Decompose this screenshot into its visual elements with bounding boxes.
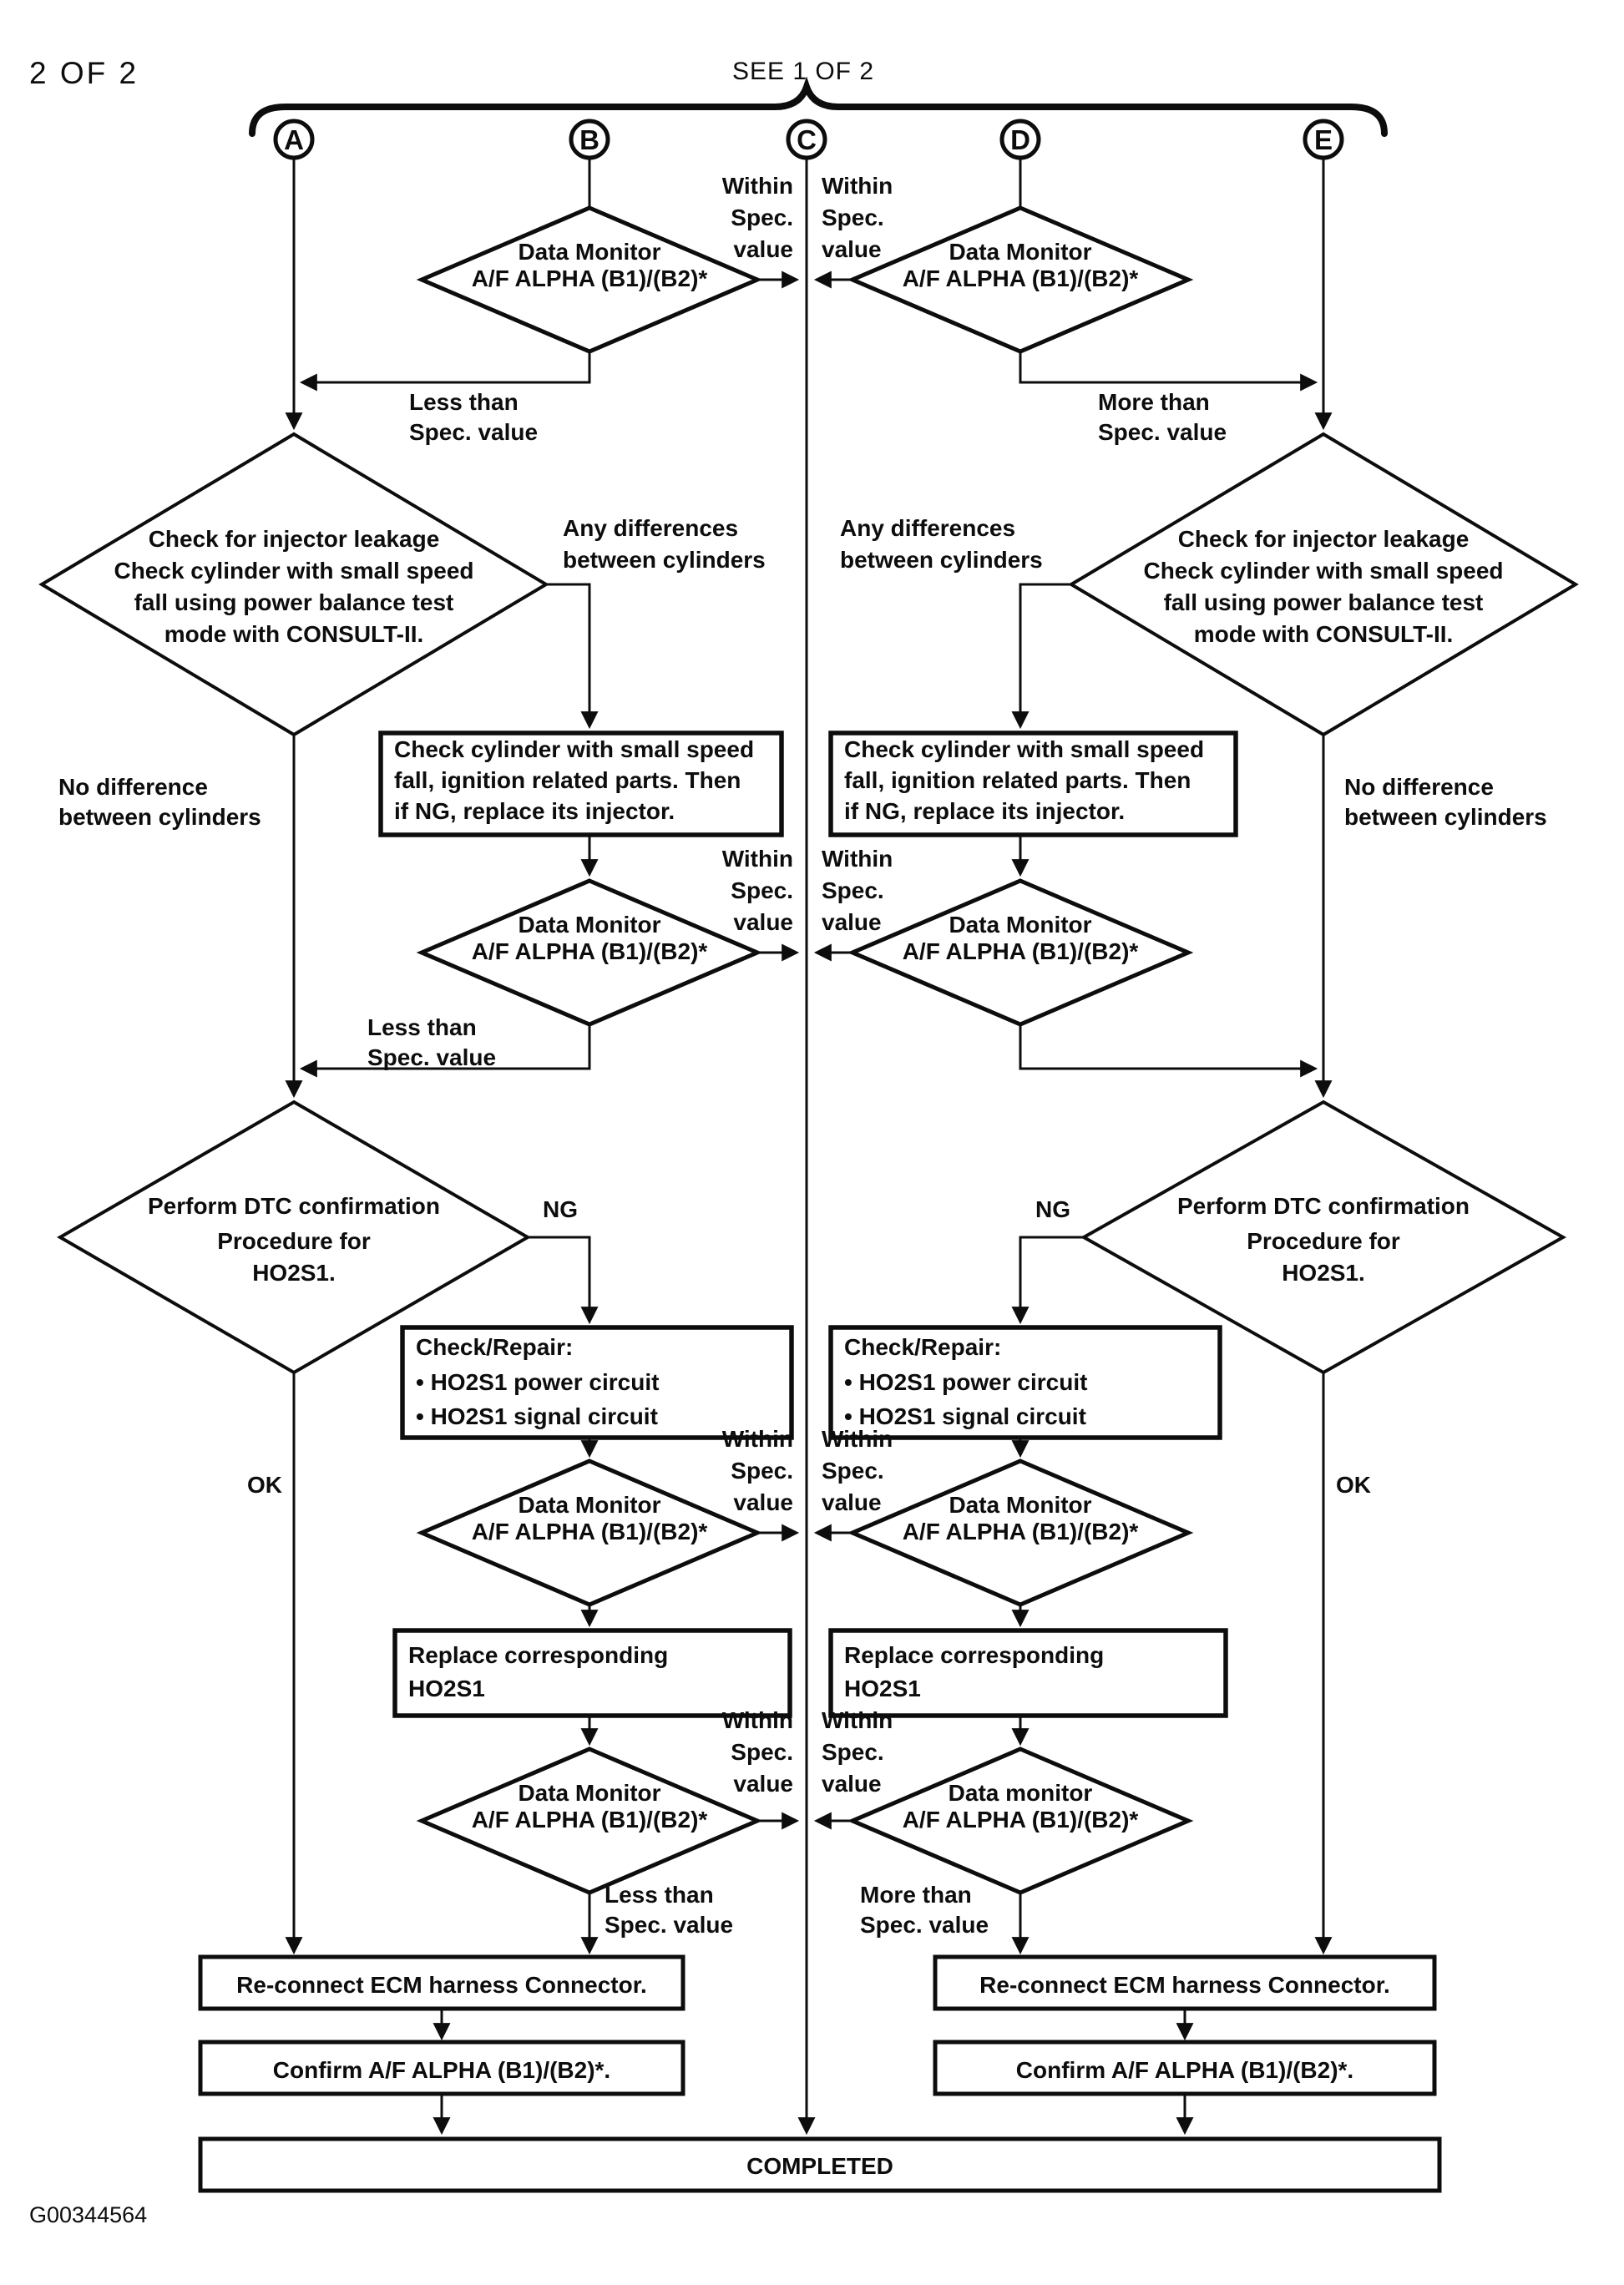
row1-more-than-1: More than: [1098, 389, 1210, 415]
connector-letter-e: E: [1313, 124, 1333, 155]
left-injector-exit-to-box: [546, 584, 589, 726]
right-dtc-line1: Perform DTC confirmation: [1176, 1193, 1470, 1219]
left-ok-label: OK: [247, 1472, 282, 1498]
right-injector-line2: Check cylinder with small speed: [1143, 558, 1504, 584]
right-check-cylinder-line1: Check cylinder with small speed: [844, 736, 1205, 762]
row1-right-within-2: Spec.: [822, 205, 884, 230]
row4-left-within-3: value: [733, 1489, 793, 1515]
left-injector-line3: fall using power balance test: [134, 589, 454, 615]
right-replace-line1: Replace corresponding: [844, 1642, 1105, 1668]
right-injector-exit-to-box: [1020, 584, 1071, 726]
row1-less-than-1: Less than: [409, 389, 519, 415]
row2-right-monitor-line1: Data Monitor: [949, 912, 1092, 938]
row2-left-within-1: Within: [721, 846, 793, 872]
connector-letter-c: C: [797, 124, 817, 155]
row2-left-monitor-line1: Data Monitor: [518, 912, 661, 938]
row4-right-within-3: value: [822, 1489, 882, 1515]
row4-right-within-2: Spec.: [822, 1458, 884, 1484]
row5-right-within-2: Spec.: [822, 1739, 884, 1765]
row4-right-monitor-line1: Data Monitor: [949, 1492, 1092, 1518]
left-any-diff-1: Any differences: [563, 515, 739, 541]
row5-right-monitor-line2: A/F ALPHA (B1)/(B2)*: [902, 1807, 1139, 1833]
row2-less-than-1: Less than: [367, 1014, 477, 1040]
row2-right-within-3: value: [822, 909, 882, 935]
left-check-cylinder-line1: Check cylinder with small speed: [394, 736, 755, 762]
right-check-cylinder-line2: fall, ignition related parts. Then: [844, 767, 1191, 793]
right-check-cylinder-line3: if NG, replace its injector.: [844, 798, 1126, 824]
row5-more-than-1: More than: [860, 1882, 972, 1908]
left-injector-line4: mode with CONSULT-II.: [164, 621, 424, 647]
left-check-repair-line2: • HO2S1 power circuit: [416, 1369, 660, 1395]
left-dtc-line2: Procedure for: [217, 1228, 371, 1254]
left-no-diff-1: No difference: [58, 774, 208, 800]
row2-right-exit-to-e: [1020, 1024, 1315, 1069]
left-confirm-label: Confirm A/F ALPHA (B1)/(B2)*.: [272, 2057, 611, 2083]
row1-right-within-3: value: [822, 236, 882, 262]
right-check-repair-line2: • HO2S1 power circuit: [844, 1369, 1088, 1395]
left-check-cylinder-line2: fall, ignition related parts. Then: [394, 767, 741, 793]
row1-right-monitor-line1: Data Monitor: [949, 239, 1092, 265]
row2-left-within-3: value: [733, 909, 793, 935]
right-reconnect-label: Re-connect ECM harness Connector.: [979, 1972, 1390, 1998]
row2-right-within-1: Within: [822, 846, 893, 872]
right-confirm-label: Confirm A/F ALPHA (B1)/(B2)*.: [1015, 2057, 1354, 2083]
row2-left-monitor-line2: A/F ALPHA (B1)/(B2)*: [471, 938, 708, 964]
right-ng-label: NG: [1035, 1196, 1070, 1222]
right-dtc-line3: HO2S1.: [1282, 1260, 1365, 1286]
right-injector-line4: mode with CONSULT-II.: [1193, 621, 1454, 647]
left-replace-line2: HO2S1: [408, 1676, 485, 1701]
left-ng-label: NG: [543, 1196, 578, 1222]
row1-left-within-3: value: [733, 236, 793, 262]
row2-left-within-2: Spec.: [731, 877, 793, 903]
row1-left-monitor-line2: A/F ALPHA (B1)/(B2)*: [471, 265, 708, 291]
row5-right-within-1: Within: [822, 1707, 893, 1733]
row1-less-than-2: Spec. value: [409, 419, 539, 445]
row5-left-within-1: Within: [721, 1707, 793, 1733]
right-no-diff-1: No difference: [1344, 774, 1494, 800]
row4-right-monitor-line2: A/F ALPHA (B1)/(B2)*: [902, 1519, 1139, 1544]
left-any-diff-2: between cylinders: [563, 547, 766, 573]
see-reference-label: SEE 1 OF 2: [731, 58, 875, 85]
right-check-repair-line1: Check/Repair:: [844, 1334, 1002, 1360]
left-no-diff-2: between cylinders: [58, 804, 261, 830]
row5-left-within-3: value: [733, 1771, 793, 1797]
right-ng-path: [1020, 1237, 1084, 1322]
left-injector-line2: Check cylinder with small speed: [114, 558, 474, 584]
row5-right-monitor-line1: Data monitor: [948, 1780, 1093, 1806]
row5-less-than-2: Spec. value: [605, 1912, 734, 1938]
row4-left-within-2: Spec.: [731, 1458, 793, 1484]
figure-code: G00344564: [29, 2202, 148, 2227]
row4-right-within-1: Within: [822, 1426, 893, 1452]
row4-left-monitor-line2: A/F ALPHA (B1)/(B2)*: [471, 1519, 708, 1544]
row5-more-than-2: Spec. value: [860, 1912, 989, 1938]
left-ng-path: [528, 1237, 589, 1322]
row1-right-monitor-line2: A/F ALPHA (B1)/(B2)*: [902, 265, 1139, 291]
row2-right-within-2: Spec.: [822, 877, 884, 903]
connector-letter-b: B: [579, 124, 600, 155]
completed-label: COMPLETED: [746, 2153, 893, 2179]
right-dtc-line2: Procedure for: [1247, 1228, 1400, 1254]
right-injector-line1: Check for injector leakage: [1177, 526, 1470, 552]
row4-left-within-1: Within: [721, 1426, 793, 1452]
row5-left-within-2: Spec.: [731, 1739, 793, 1765]
left-dtc-line1: Perform DTC confirmation: [147, 1193, 441, 1219]
left-check-cylinder-line3: if NG, replace its injector.: [394, 798, 675, 824]
row4-left-monitor-line1: Data Monitor: [518, 1492, 661, 1518]
sheet-label: 2 OF 2: [29, 56, 139, 90]
right-check-repair-line3: • HO2S1 signal circuit: [844, 1403, 1086, 1429]
right-no-diff-2: between cylinders: [1344, 804, 1547, 830]
right-injector-line3: fall using power balance test: [1163, 589, 1484, 615]
row1-left-monitor-line1: Data Monitor: [518, 239, 661, 265]
left-check-repair-line1: Check/Repair:: [416, 1334, 574, 1360]
row1-left-exit-to-a: [302, 351, 589, 382]
row1-left-within-2: Spec.: [731, 205, 793, 230]
row1-more-than-2: Spec. value: [1098, 419, 1227, 445]
left-check-repair-line3: • HO2S1 signal circuit: [416, 1403, 658, 1429]
left-replace-line1: Replace corresponding: [408, 1642, 669, 1668]
row2-right-monitor-line2: A/F ALPHA (B1)/(B2)*: [902, 938, 1139, 964]
connector-letter-a: A: [284, 124, 304, 155]
right-injector-leakage-diamond: [1071, 434, 1576, 735]
row5-left-monitor-line1: Data Monitor: [518, 1780, 661, 1806]
left-reconnect-label: Re-connect ECM harness Connector.: [236, 1972, 647, 1998]
row1-right-within-1: Within: [822, 173, 893, 199]
right-replace-line2: HO2S1: [844, 1676, 921, 1701]
right-any-diff-1: Any differences: [840, 515, 1016, 541]
row1-right-exit-to-e: [1020, 351, 1315, 382]
row2-less-than-2: Spec. value: [367, 1044, 497, 1070]
right-ok-label: OK: [1336, 1472, 1371, 1498]
row1-left-within-1: Within: [721, 173, 793, 199]
row5-right-within-3: value: [822, 1771, 882, 1797]
right-any-diff-2: between cylinders: [840, 547, 1043, 573]
connector-letter-d: D: [1010, 124, 1030, 155]
left-injector-line1: Check for injector leakage: [148, 526, 440, 552]
left-injector-leakage-diamond: [42, 434, 546, 735]
row5-left-monitor-line2: A/F ALPHA (B1)/(B2)*: [471, 1807, 708, 1833]
left-dtc-line3: HO2S1.: [252, 1260, 336, 1286]
row5-less-than-1: Less than: [605, 1882, 714, 1908]
